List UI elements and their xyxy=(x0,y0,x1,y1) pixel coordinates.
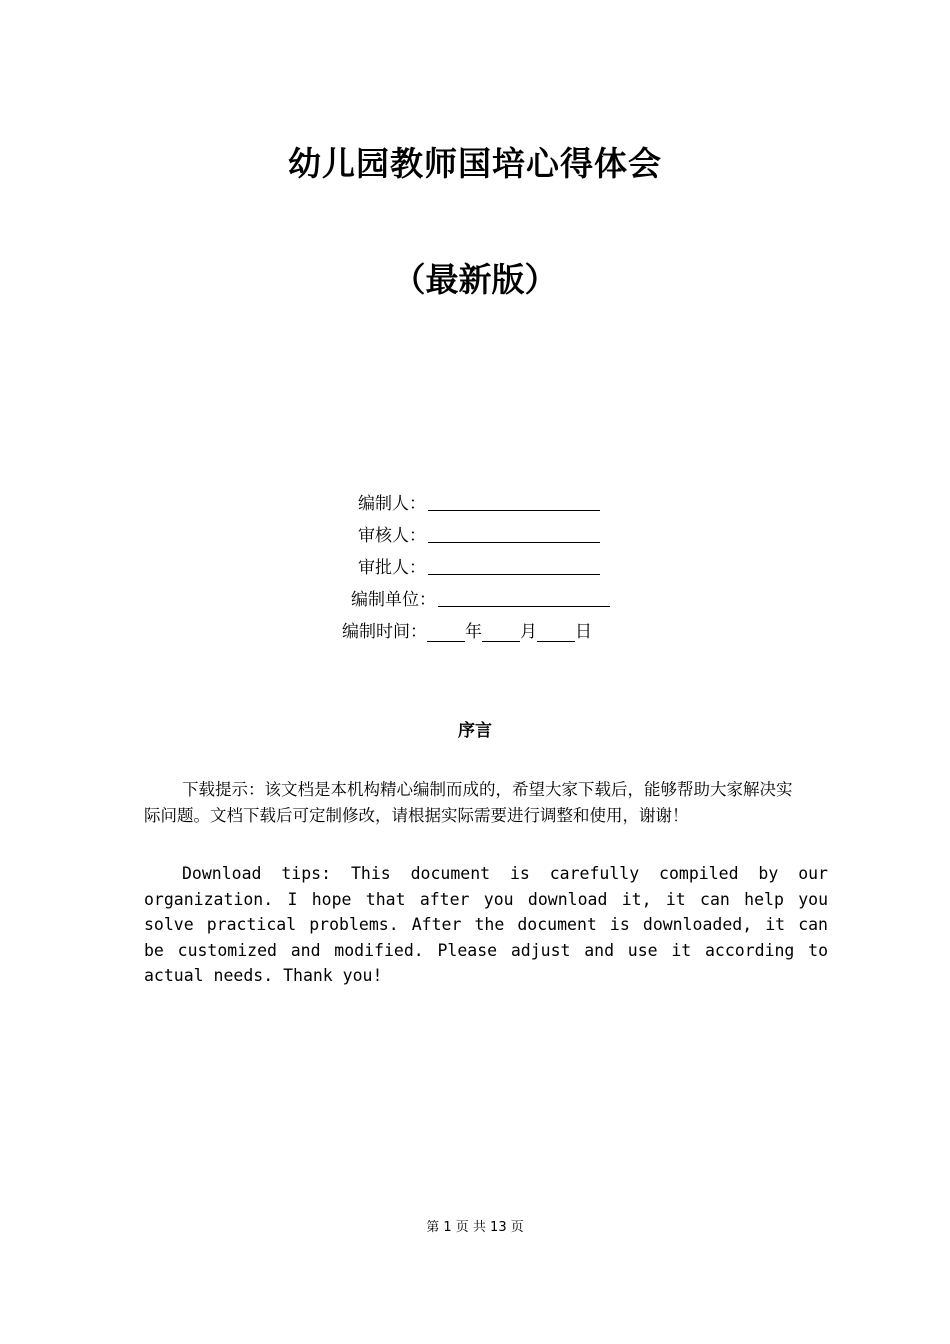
month-label: 月 xyxy=(520,622,537,642)
preface-chinese-paragraph: 下载提示：该文档是本机构精心编制而成的，希望大家下载后，能够帮助大家解决实际问题。文档下载后可定制修改，请根据实际需要进行调整和使用，谢谢！ xyxy=(144,780,793,825)
year-label: 年 xyxy=(465,622,482,642)
reviewer-label: 审核人： xyxy=(358,526,426,546)
document-subtitle: （最新版） xyxy=(392,260,558,299)
preface-heading: 序言 xyxy=(458,721,492,741)
unit-row xyxy=(0,584,950,616)
signature-form xyxy=(0,488,950,648)
year-blank-line xyxy=(427,621,465,642)
reviewer-blank-line xyxy=(428,542,600,543)
reviewer-row xyxy=(0,520,950,552)
page-footer: 第 1 页 共 13 页 xyxy=(426,1220,524,1235)
day-label: 日 xyxy=(575,622,592,642)
document-title: 幼儿园教师国培心得体会 xyxy=(288,144,662,183)
unit-label: 编制单位： xyxy=(351,590,436,610)
preface-english-paragraph: Download tips: This document is carefully compiled by our organization. I hope that after you download it, it can help you solve practical problems. After the document is downloaded, it can be customized and modified. Please adjust and use it according to actual needs. Thank you! xyxy=(144,864,828,985)
approver-blank-line xyxy=(428,574,600,575)
date-row xyxy=(342,616,592,648)
approver-label: 审批人： xyxy=(358,558,426,578)
compiler-label: 编制人： xyxy=(358,494,426,514)
compiler-blank-line xyxy=(428,510,600,511)
unit-blank-line xyxy=(438,606,610,607)
date-label: 编制时间： xyxy=(342,622,427,642)
approver-row xyxy=(0,552,950,584)
day-blank-line xyxy=(537,621,575,642)
month-blank-line xyxy=(482,621,520,642)
date-row-container xyxy=(0,616,950,648)
compiler-row xyxy=(0,488,950,520)
